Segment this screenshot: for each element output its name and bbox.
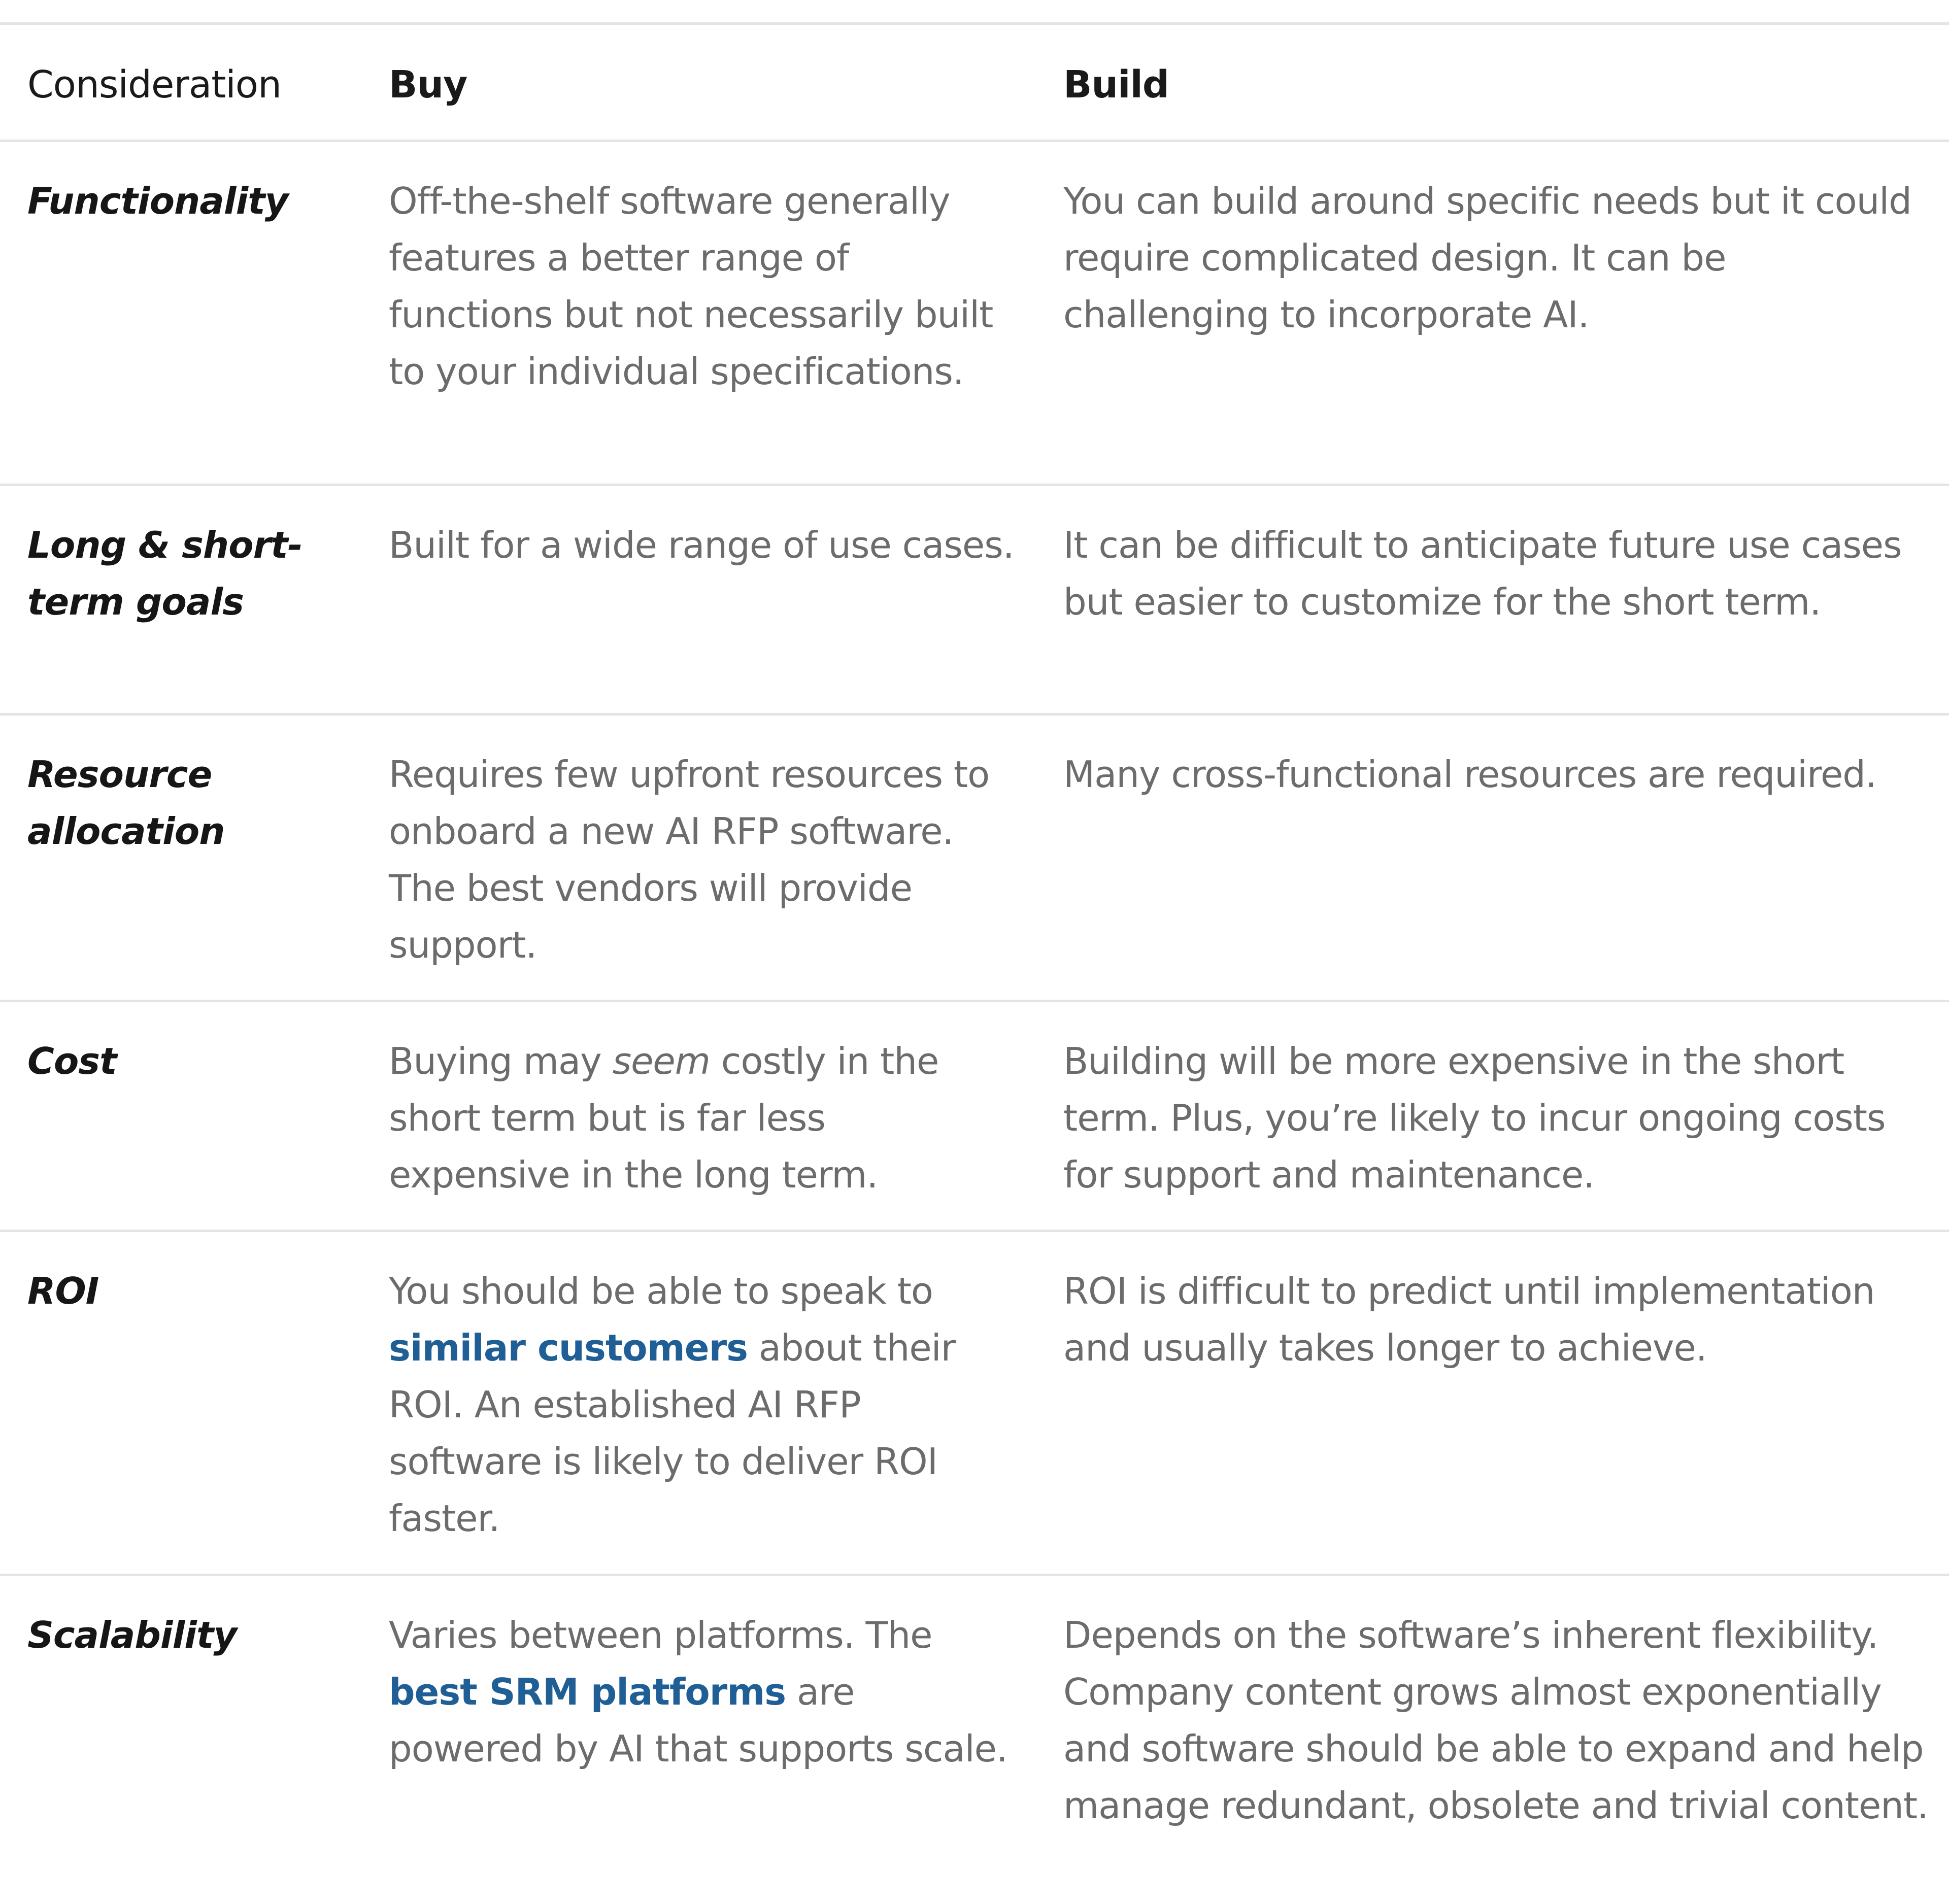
- header-buy: Buy: [389, 63, 467, 107]
- row-label: Functionality: [27, 180, 288, 222]
- table-row-resource-allocation: [0, 716, 1949, 1002]
- buy-cell: [363, 1232, 1035, 1574]
- row-label: ROI: [27, 1270, 99, 1312]
- header-build: Build: [1063, 63, 1169, 107]
- buy-text-end: costly in the short term but is far less expensive in the long term.: [389, 1040, 939, 1196]
- buy-text-start: Varies between platforms. The: [389, 1614, 932, 1656]
- table-row-scalability: [0, 1576, 1949, 1904]
- build-cell: Depends on the software’s inherent flexibility. Company content grows almost exponentially and software should be able to expand and help manage redundant, obsolete and trivial content.: [1063, 1614, 1929, 1827]
- buy-cell: Built for a wide range of use cases.: [389, 524, 1014, 566]
- emphasis-text: seem: [612, 1040, 710, 1082]
- comparison-table: [0, 22, 1949, 1904]
- buy-cell: Requires few upfront resources to onboard a new AI RFP software. The best vendors will provide support.: [389, 753, 990, 966]
- table-row-roi: [0, 1232, 1949, 1576]
- header-consideration: Consideration: [27, 63, 281, 107]
- buy-text-start: You should be able to speak to: [389, 1270, 933, 1312]
- row-label: Cost: [27, 1040, 117, 1082]
- table-header-row: [0, 25, 1949, 142]
- buy-text-end: are powered by AI that supports scale.: [389, 1671, 1007, 1770]
- buy-text-start: Buying may: [389, 1040, 613, 1082]
- table-row-goals: [0, 486, 1949, 716]
- buy-cell: [363, 1002, 1035, 1230]
- build-cell: Many cross-functional resources are required.: [1063, 753, 1876, 796]
- best-srm-platforms-link[interactable]: best SRM platforms: [389, 1671, 786, 1713]
- similar-customers-link[interactable]: similar customers: [389, 1327, 748, 1369]
- row-label: Scalability: [27, 1614, 237, 1656]
- buy-text-end: about their ROI. An established AI RFP software is likely to deliver ROI faster.: [389, 1327, 956, 1540]
- table-row-cost: [0, 1002, 1949, 1232]
- build-cell: Building will be more expensive in the short term. Plus, you’re likely to incur ongoing costs for support and maintenance.: [1063, 1040, 1886, 1196]
- row-label: Long & short-term goals: [27, 524, 303, 623]
- table-row-functionality: [0, 142, 1949, 486]
- row-label: Resource allocation: [27, 753, 225, 853]
- buy-cell: Off-the-shelf software generally features a better range of functions but not necessarily built to your individual specifications.: [389, 180, 993, 393]
- buy-cell: [363, 1576, 1035, 1904]
- build-cell: ROI is difficult to predict until implementation and usually takes longer to achieve.: [1063, 1270, 1875, 1369]
- build-cell: You can build around specific needs but it could require complicated design. It can be challenging to incorporate AI.: [1063, 180, 1911, 336]
- build-cell: It can be difficult to anticipate future use cases but easier to customize for the short term.: [1063, 524, 1902, 623]
